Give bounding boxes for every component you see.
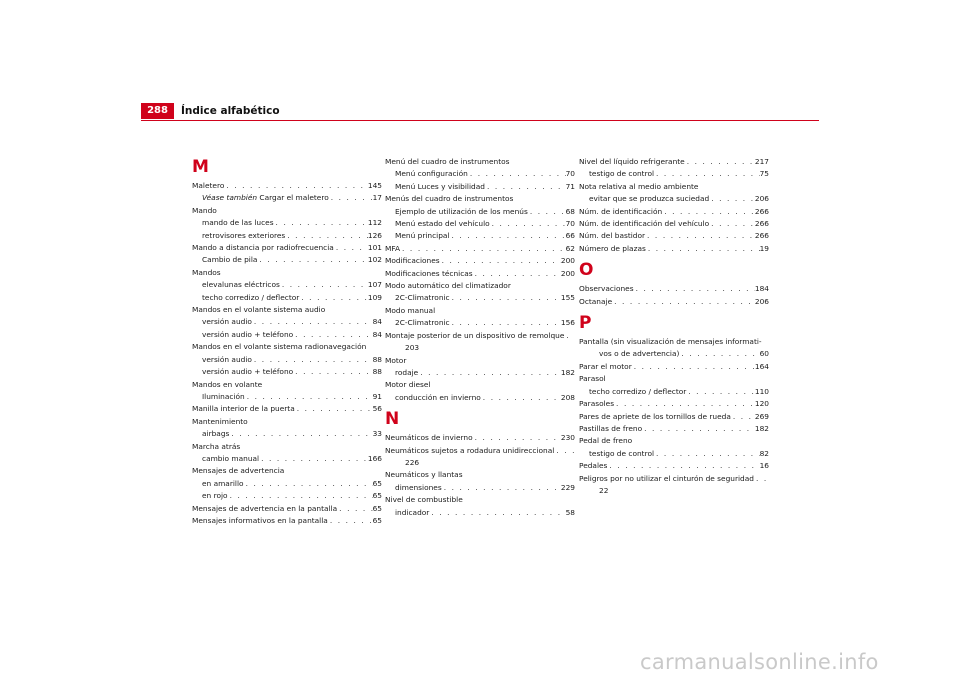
dot-leader	[754, 473, 769, 485]
entry-term: techo corredizo / deflector	[202, 292, 300, 302]
entry-term: Pedales	[579, 461, 608, 471]
index-entry	[192, 428, 382, 440]
index-entry	[192, 478, 382, 490]
entry-page: 65	[372, 515, 382, 525]
index-entry	[192, 453, 382, 465]
index-entry-heading: Mantenimiento	[192, 416, 248, 426]
index-entry	[192, 503, 382, 515]
dot-leader	[450, 230, 566, 242]
index-entry-heading: Mando	[192, 205, 217, 215]
index-letter-heading: P	[579, 313, 592, 334]
dot-leader	[564, 330, 575, 342]
page-title: Índice alfabético	[181, 105, 280, 117]
index-entry	[192, 329, 382, 341]
index-entry	[385, 218, 575, 230]
index-column-3	[579, 156, 769, 497]
entry-page: 145	[367, 181, 382, 190]
entry-page: 109	[367, 292, 382, 302]
index-entry	[579, 193, 769, 205]
dot-leader	[224, 180, 368, 192]
dot-leader	[299, 292, 368, 304]
entry-term: 2C-Climatronic	[395, 293, 450, 303]
index-entry-heading: Pedal de freno	[579, 436, 633, 446]
entry-term: Mensajes de advertencia en la pantalla	[192, 503, 338, 513]
index-entry	[385, 230, 575, 242]
entry-term: versión audio	[202, 317, 252, 327]
entry-term: Mando a distancia por radiofrecuencia	[192, 243, 334, 253]
index-entry	[192, 316, 382, 328]
entry-page: 166	[367, 453, 382, 463]
entry-page: 70	[565, 219, 575, 229]
entry-page: 226	[405, 457, 420, 467]
index-entry	[385, 507, 575, 519]
index-entry-heading: Nota relativa al medio ambiente	[579, 181, 699, 191]
dot-leader	[337, 503, 372, 515]
entry-page: 229	[560, 482, 575, 492]
index-entry	[579, 168, 769, 180]
entry-term: Modificaciones	[385, 256, 440, 266]
entry-page: 203	[405, 343, 420, 353]
entry-page: 58	[565, 507, 575, 517]
index-entry	[385, 181, 575, 193]
dot-leader	[686, 386, 755, 398]
entry-page: 65	[372, 478, 382, 488]
index-entry	[192, 391, 382, 403]
entry-page: 68	[565, 206, 575, 216]
entry-page: 269	[754, 411, 769, 421]
dot-leader	[468, 168, 566, 180]
index-entry	[579, 283, 769, 295]
see-also-label: Véase también	[202, 193, 258, 203]
entry-page: 156	[560, 318, 575, 328]
index-entry	[579, 460, 769, 472]
index-entry	[192, 217, 382, 229]
index-entry	[385, 392, 575, 404]
index-entry	[192, 403, 382, 415]
dot-leader	[612, 296, 755, 308]
header-rule	[141, 120, 819, 121]
index-entry	[579, 473, 769, 485]
dot-leader	[473, 268, 561, 280]
dot-leader	[731, 411, 755, 423]
dot-leader	[245, 391, 373, 403]
index-entry	[192, 254, 382, 266]
dot-leader	[274, 217, 368, 229]
entry-term: Neumáticos sujetos a rodadura unidireccional	[385, 445, 555, 455]
entry-page: 230	[560, 433, 575, 443]
entry-term: Menú principal	[395, 231, 450, 241]
entry-page: 56	[372, 404, 382, 414]
index-entry	[579, 230, 769, 242]
index-entry-heading: Mandos en el volante sistema radionavegación	[192, 342, 367, 352]
index-entry	[192, 180, 382, 192]
entry-term: Ejemplo de utilización de los menús	[395, 206, 528, 216]
entry-term: testigo de control	[589, 448, 655, 458]
entry-term: vos o de advertencia)	[599, 349, 680, 359]
dot-leader	[473, 432, 561, 444]
dot-leader	[228, 490, 373, 502]
entry-page: 22	[599, 485, 609, 495]
index-entry-heading: Parasol	[579, 374, 606, 384]
entry-term: Pastillas de freno	[579, 423, 643, 433]
index-entry	[192, 515, 382, 527]
dot-leader	[662, 206, 755, 218]
dot-leader	[280, 279, 368, 291]
entry-page: 266	[754, 231, 769, 241]
entry-page: 200	[560, 256, 575, 266]
index-entry	[579, 348, 769, 360]
dot-leader	[252, 316, 373, 328]
entry-page: 208	[560, 392, 575, 402]
entry-page: 82	[759, 448, 769, 458]
entry-term: versión audio	[202, 354, 252, 364]
index-entry-heading: Menú del cuadro de instrumentos	[385, 157, 510, 166]
dot-leader	[328, 515, 373, 527]
index-entry-heading: Motor	[385, 355, 407, 365]
dot-leader	[654, 168, 760, 180]
dot-leader	[293, 366, 372, 378]
index-entry	[385, 255, 575, 267]
page-number: 288	[141, 103, 174, 119]
index-entry-heading: Marcha atrás	[192, 441, 241, 451]
entry-term: Parasoles	[579, 399, 615, 409]
entry-term: Número de plazas	[579, 243, 646, 253]
entry-page: 102	[367, 255, 382, 265]
index-entry-heading: Motor diesel	[385, 380, 431, 390]
index-entry-heading: Menús del cuadro de instrumentos	[385, 194, 514, 204]
index-entry	[579, 296, 769, 308]
entry-term: Núm. de identificación del vehículo	[579, 219, 710, 229]
dot-leader	[554, 445, 575, 457]
index-entry	[192, 354, 382, 366]
dot-leader	[490, 218, 566, 230]
dot-leader	[244, 478, 373, 490]
index-letter-heading: N	[385, 409, 400, 430]
entry-page: 217	[754, 157, 769, 166]
entry-term: Manilla interior de la puerta	[192, 404, 295, 414]
entry-page: 17	[372, 193, 382, 203]
dot-leader	[293, 329, 372, 341]
dot-leader	[642, 423, 755, 435]
index-entry	[385, 445, 575, 457]
entry-term: dimensiones	[395, 482, 442, 492]
entry-term: Iluminación	[202, 391, 245, 401]
entry-term: Núm. de identificación	[579, 206, 663, 216]
entry-page: 206	[754, 194, 769, 204]
dot-leader	[685, 156, 755, 168]
entry-term: versión audio + teléfono	[202, 367, 294, 377]
entry-term: indicador	[395, 507, 430, 517]
index-column-2	[385, 156, 575, 519]
index-letter-heading: O	[579, 260, 594, 281]
index-entry	[579, 423, 769, 435]
dot-leader	[679, 348, 759, 360]
dot-leader	[442, 482, 561, 494]
entry-page: 206	[754, 296, 769, 306]
dot-leader	[418, 367, 561, 379]
index-entry	[192, 279, 382, 291]
index-entry	[192, 192, 382, 204]
dot-leader	[450, 317, 561, 329]
entry-page: 126	[367, 230, 382, 240]
entry-page: 101	[367, 243, 382, 253]
entry-page: 91	[372, 391, 382, 401]
dot-leader	[450, 292, 561, 304]
index-entry	[579, 361, 769, 373]
entry-page: 19	[759, 243, 769, 253]
dot-leader	[440, 255, 561, 267]
entry-page: 84	[372, 329, 382, 339]
index-entry-heading: Mensajes de advertencia	[192, 466, 285, 476]
entry-term: rodaje	[395, 367, 419, 377]
index-entry	[385, 206, 575, 218]
index-column-1	[192, 156, 382, 527]
index-entry	[192, 230, 382, 242]
dot-leader	[634, 283, 755, 295]
entry-page: 65	[372, 503, 382, 513]
dot-leader	[654, 448, 760, 460]
dot-leader	[632, 361, 755, 373]
index-entry	[579, 386, 769, 398]
index-entry-heading: Pantalla (sin visualización de mensajes informati-	[579, 337, 762, 347]
entry-term: Observaciones	[579, 284, 634, 294]
entry-page: 110	[754, 386, 769, 396]
index-entry	[579, 448, 769, 460]
index-entry-heading: Mandos en el volante sistema audio	[192, 305, 326, 315]
entry-term: retrovisores exteriores	[202, 230, 286, 240]
entry-term: Neumáticos de invierno	[385, 433, 473, 443]
dot-leader	[334, 242, 368, 254]
entry-term: Núm. del bastidor	[579, 231, 646, 241]
dot-leader	[257, 254, 367, 266]
dot-leader	[252, 354, 373, 366]
dot-leader	[709, 193, 755, 205]
entry-page: 88	[372, 367, 382, 377]
dot-leader	[295, 403, 373, 415]
dot-leader	[709, 218, 755, 230]
entry-page: 107	[367, 280, 382, 290]
entry-term: Menú estado del vehículo	[395, 219, 490, 229]
entry-page: 33	[372, 429, 382, 439]
entry-page: 200	[560, 268, 575, 278]
dot-leader	[400, 243, 566, 255]
entry-term: Maletero	[192, 181, 225, 190]
entry-term: Pares de apriete de los tornillos de rueda	[579, 411, 731, 421]
entry-term: cambio manual	[202, 453, 260, 463]
entry-term: Octanaje	[579, 296, 613, 306]
dot-leader	[485, 181, 566, 193]
index-entry-heading: Modo automático del climatizador	[385, 281, 511, 291]
entry-page: 120	[754, 399, 769, 409]
index-entry	[385, 367, 575, 379]
index-entry	[385, 243, 575, 255]
dot-leader	[528, 206, 566, 218]
entry-term	[202, 192, 329, 204]
index-entry	[385, 330, 575, 342]
index-entry	[192, 242, 382, 254]
entry-term: versión audio + teléfono	[202, 329, 294, 339]
entry-term: airbags	[202, 429, 230, 439]
entry-term: Modificaciones técnicas	[385, 268, 473, 278]
entry-page: 60	[759, 349, 769, 359]
entry-term: evitar que se produzca suciedad	[589, 194, 710, 204]
entry-page: 182	[754, 423, 769, 433]
entry-term: Peligros por no utilizar el cinturón de seguridad	[579, 473, 754, 483]
entry-term: en amarillo	[202, 478, 244, 488]
entry-term: Nivel del líquido refrigerante	[579, 157, 685, 166]
entry-page: 112	[367, 218, 382, 228]
entry-page: 66	[565, 231, 575, 241]
index-entry	[579, 218, 769, 230]
index-entry-heading: Modo manual	[385, 305, 436, 315]
entry-page: 65	[372, 491, 382, 501]
entry-term: testigo de control	[589, 169, 655, 179]
entry-page: 75	[759, 169, 769, 179]
dot-leader	[646, 243, 760, 255]
entry-page: 70	[565, 169, 575, 179]
index-entry-heading: Mandos en volante	[192, 379, 263, 389]
entry-page: 266	[754, 206, 769, 216]
entry-term: techo corredizo / deflector	[589, 386, 687, 396]
dot-leader	[645, 230, 755, 242]
dot-leader	[429, 507, 565, 519]
entry-page: 71	[565, 181, 575, 191]
see-also-target: Cargar el maletero	[259, 193, 329, 203]
entry-term: Mensajes informativos en la pantalla	[192, 515, 328, 525]
index-entry	[579, 398, 769, 410]
entry-page: 62	[565, 243, 575, 253]
index-entry	[192, 366, 382, 378]
index-entry	[385, 292, 575, 304]
watermark: carmanualsonline.info	[640, 650, 879, 674]
index-entry-heading: Neumáticos y llantas	[385, 470, 463, 480]
entry-page: 182	[560, 367, 575, 377]
index-entry	[579, 243, 769, 255]
entry-page: 164	[754, 361, 769, 371]
entry-page: 84	[372, 317, 382, 327]
dot-leader	[481, 392, 561, 404]
dot-leader	[259, 453, 368, 465]
index-entry	[385, 432, 575, 444]
index-entry	[385, 268, 575, 280]
entry-term: MFA	[385, 243, 401, 253]
entry-term: Menú Luces y visibilidad	[395, 181, 485, 191]
dot-leader	[229, 428, 372, 440]
dot-leader	[614, 398, 755, 410]
entry-page: 16	[759, 461, 769, 471]
entry-term: Menú configuración	[395, 169, 468, 179]
entry-term: Cambio de pila	[202, 255, 258, 265]
index-letter-heading: M	[192, 157, 209, 177]
index-entry	[579, 206, 769, 218]
index-entry	[385, 168, 575, 180]
entry-term: Parar el motor	[579, 361, 632, 371]
entry-term: elevalunas eléctricos	[202, 280, 280, 290]
index-entry	[192, 490, 382, 502]
index-entry	[385, 317, 575, 329]
index-entry-heading: Nivel de combustible	[385, 495, 463, 505]
entry-page: 155	[560, 293, 575, 303]
entry-term: 2C-Climatronic	[395, 318, 450, 328]
index-entry	[385, 482, 575, 494]
entry-page: 88	[372, 354, 382, 364]
index-entry-heading: Mandos	[192, 267, 221, 277]
entry-term: mando de las luces	[202, 218, 274, 228]
dot-leader	[329, 192, 373, 204]
index-entry	[192, 292, 382, 304]
entry-term: conducción en invierno	[395, 392, 481, 402]
dot-leader	[285, 230, 368, 242]
entry-page: 184	[754, 284, 769, 294]
entry-term: en rojo	[202, 491, 228, 501]
entry-term: Montaje posterior de un dispositivo de remolque	[385, 330, 565, 340]
entry-page: 266	[754, 219, 769, 229]
index-entry	[579, 411, 769, 423]
index-entry	[579, 156, 769, 168]
dot-leader	[607, 460, 759, 472]
